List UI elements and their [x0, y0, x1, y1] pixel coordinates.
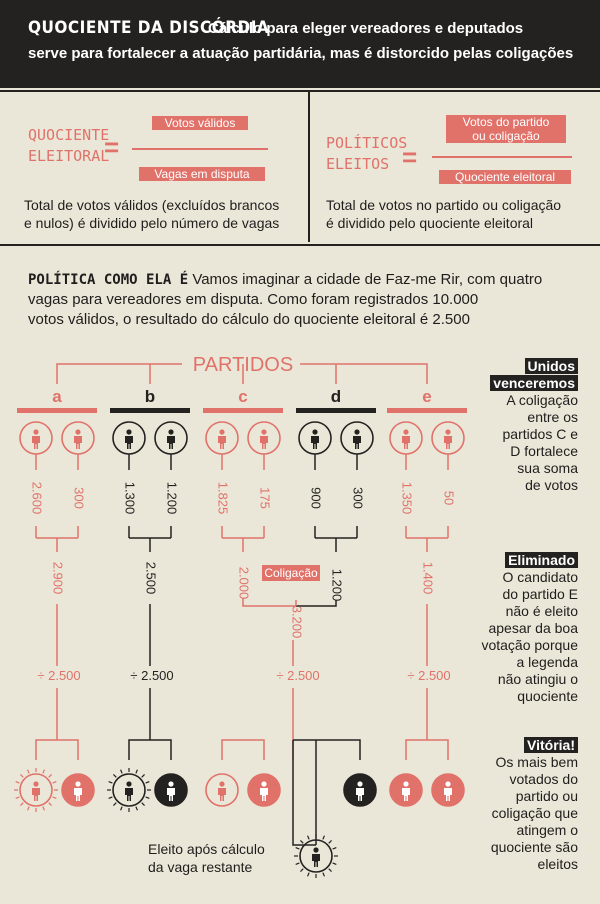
person-icon: [218, 781, 226, 801]
page-subtitle-line-1: Cálculo para eleger vereadores e deputados: [208, 20, 524, 37]
note-line-1: Total de votos no partido ou coligação: [326, 197, 562, 213]
burst-ray: [28, 807, 30, 811]
party-total-e: 1.400: [420, 561, 436, 595]
result-icon-e-1: [390, 774, 422, 806]
unidos-note-line: de votos: [525, 477, 578, 493]
candidate-icon-a-1: [20, 422, 52, 454]
eliminado-note-line: quociente: [517, 688, 578, 704]
burst-ray: [146, 797, 150, 799]
party-name-d: d: [330, 387, 342, 406]
label-line-1: POLÍTICOS: [326, 134, 408, 152]
candidate-icon-d-2: [341, 422, 373, 454]
result-branch-b: [129, 740, 171, 760]
eliminado-note-line: não é eleito: [505, 603, 578, 619]
candidate-votes-d-1: 900: [308, 487, 324, 509]
party-bar-c: [203, 408, 283, 413]
burst-ray: [121, 770, 123, 774]
party-bar-a: [17, 408, 97, 413]
vitoria-note-line: coligação que: [491, 805, 578, 821]
burst-ray: [49, 774, 52, 777]
candidate-votes-b-1: 1.300: [122, 481, 138, 515]
label-line-2: ELEITOS: [326, 155, 390, 173]
person-icon: [125, 781, 133, 801]
burst-ray: [296, 863, 300, 865]
eliminado-note-line: apesar da boa: [488, 620, 578, 636]
candidate-icon-e-2: [432, 422, 464, 454]
person-icon: [353, 429, 361, 449]
eliminado-tag: Eliminado: [505, 552, 578, 568]
party-total-b: 2.500: [143, 561, 159, 595]
burst-ray: [109, 797, 113, 799]
burst-ray: [20, 774, 23, 777]
remaining-note-line-1: Eleito após cálculo: [148, 841, 265, 857]
formula-left-note: [24, 196, 279, 232]
divisor-b: ÷ 2.500: [130, 668, 174, 683]
note-line-2: e nulos) é dividido pelo número de vagas: [24, 215, 280, 231]
unidos-tag-1: Unidos: [525, 358, 578, 374]
burst-ray: [53, 797, 57, 799]
unidos-note-line: A coligação: [506, 392, 578, 408]
burst-ray: [329, 840, 332, 843]
candidate-icon-a-2: [62, 422, 94, 454]
burst-ray: [333, 863, 337, 865]
result-branch-coalition: [222, 740, 264, 760]
unidos-tag-2: venceremos: [490, 375, 578, 391]
person-icon: [74, 429, 82, 449]
divisor-e: ÷ 2.500: [407, 668, 451, 683]
person-icon: [125, 429, 133, 449]
person-icon: [32, 781, 40, 801]
candidate-votes-d-2: 300: [350, 487, 366, 509]
intro-line-3: votos válidos, o resultado do cálculo do quociente eleitoral é 2.500: [28, 311, 470, 328]
result-icon-b-2: [155, 774, 187, 806]
candidate-votes-e-1: 1.350: [399, 481, 415, 515]
party-total-d: 1.200: [329, 568, 345, 602]
party-name-a: a: [52, 387, 62, 406]
denominator-vagas: Vagas em disputa: [139, 167, 265, 181]
quociente-eleitoral-label: [28, 125, 109, 167]
party-name-c: c: [238, 387, 248, 406]
label-line-2: ELEITORAL: [28, 147, 110, 165]
partidos-label: PARTIDOS: [192, 354, 294, 376]
numerator-line-1: Votos do partido: [462, 115, 550, 129]
candidate-icon-c-1: [206, 422, 238, 454]
burst-ray: [16, 797, 20, 799]
person-icon: [32, 429, 40, 449]
candidate-icon-e-1: [390, 422, 422, 454]
burst-ray: [329, 869, 332, 872]
burst-ray: [300, 840, 303, 843]
eliminado-note-line: votação porque: [481, 637, 578, 653]
denominator-quociente: Quociente eleitoral: [439, 170, 571, 184]
person-icon: [402, 429, 410, 449]
eliminado-note-line: do partido E: [502, 586, 578, 602]
candidate-votes-a-1: 2.600: [29, 481, 45, 515]
candidate-votes-c-1: 1.825: [215, 481, 231, 515]
party-total-a: 2.900: [50, 561, 66, 595]
note-line-2: é dividido pelo quociente eleitoral: [326, 215, 534, 231]
person-icon: [444, 429, 452, 449]
burst-ray: [323, 836, 325, 840]
person-icon: [312, 847, 320, 867]
remaining-note-line-2: da vaga restante: [148, 859, 253, 875]
vitoria-tag: Vitória!: [524, 737, 578, 753]
party-name-b: b: [144, 387, 156, 406]
burst-ray: [113, 774, 116, 777]
fraction-line: [432, 156, 572, 158]
party-total-c: 2.000: [236, 566, 252, 600]
result-icon-c-2: [248, 774, 280, 806]
eliminado-note: [478, 552, 578, 705]
vitoria-note-line: partido ou: [515, 788, 578, 804]
burst-ray: [28, 770, 30, 774]
candidate-votes-c-2: 175: [257, 487, 273, 509]
divisor-a: ÷ 2.500: [37, 668, 81, 683]
candidate-icon-b-1: [113, 422, 145, 454]
person-icon: [218, 429, 226, 449]
vitoria-note-line: eleitos: [537, 856, 578, 872]
burst-ray: [323, 873, 325, 877]
result-icon-a-1: [14, 768, 58, 812]
burst-ray: [300, 869, 303, 872]
candidate-icon-b-2: [155, 422, 187, 454]
coalition-divisor: ÷ 2.500: [276, 668, 320, 683]
candidate-votes-b-2: 1.200: [164, 481, 180, 515]
burst-ray: [20, 803, 23, 806]
result-icon-d-1: [344, 774, 376, 806]
burst-ray: [16, 782, 20, 784]
candidate-icon-d-1: [299, 422, 331, 454]
formula-right-note: [326, 196, 561, 232]
intro-heading: POLÍTICA COMO ELA É: [28, 272, 189, 288]
eliminado-note-line: não atingiu o: [497, 671, 578, 687]
unidos-note-line: entre os: [527, 409, 578, 425]
vitoria-note-line: quociente são: [490, 839, 578, 855]
result-branch-a: [36, 740, 78, 760]
burst-ray: [136, 770, 138, 774]
burst-ray: [53, 782, 57, 784]
eliminado-note-line: O candidato: [502, 569, 578, 585]
vitoria-note-line: atingem o: [516, 822, 578, 838]
fraction-line: [132, 148, 268, 150]
numerator-votos-partido: [446, 115, 566, 143]
vitoria-note-line: Os mais bem: [495, 754, 578, 770]
burst-ray: [308, 836, 310, 840]
intro-paragraph: [28, 270, 542, 330]
politicos-eleitos-label: [326, 133, 407, 175]
person-icon: [260, 429, 268, 449]
eliminado-note-line: a legenda: [516, 654, 578, 670]
remaining-seat-line: [293, 740, 316, 845]
numerator-line-2: ou coligação: [472, 129, 540, 143]
party-bar-b: [110, 408, 190, 413]
burst-ray: [136, 807, 138, 811]
candidate-icon-c-2: [248, 422, 280, 454]
page-subtitle-line-2: serve para fortalecer a atuação partidária, mas é distorcido pelas coligações: [28, 45, 574, 62]
numerator-votos-validos: Votos válidos: [152, 116, 248, 130]
result-branch-coalition: [293, 740, 360, 760]
burst-ray: [49, 803, 52, 806]
burst-ray: [308, 873, 310, 877]
party-bar-d: [296, 408, 376, 413]
result-icon-e-2: [432, 774, 464, 806]
unidos-note-line: partidos C e: [502, 426, 578, 442]
result-branch-e: [406, 740, 448, 760]
header-banner: [0, 0, 600, 88]
person-icon: [311, 429, 319, 449]
result-icon-a-2: [62, 774, 94, 806]
note-line-1: Total de votos válidos (excluídos brancos: [24, 197, 280, 213]
burst-ray: [146, 782, 150, 784]
burst-ray: [43, 807, 45, 811]
result-icon-c-1: [206, 774, 238, 806]
intro-line-2: vagas para vereadores em disputa. Como foram registrados 10.000: [28, 291, 479, 308]
party-bar-e: [387, 408, 467, 413]
burst-ray: [121, 807, 123, 811]
result-icon-b-1: [107, 768, 151, 812]
equals-sign: =: [104, 132, 120, 162]
burst-ray: [109, 782, 113, 784]
intro-line-1: Vamos imaginar a cidade de Faz-me Rir, com quatro: [192, 271, 543, 288]
unidos-note-line: sua soma: [517, 460, 578, 476]
label-line-1: QUOCIENTE: [28, 126, 110, 144]
candidate-votes-a-2: 300: [71, 487, 87, 509]
equals-sign: =: [402, 142, 418, 172]
burst-ray: [43, 770, 45, 774]
burst-ray: [113, 803, 116, 806]
coligacao-label: Coligação: [264, 566, 318, 580]
burst-ray: [296, 848, 300, 850]
burst-ray: [142, 803, 145, 806]
page-title: QUOCIENTE DA DISCÓRDIA: [28, 18, 270, 38]
party-name-e: e: [422, 387, 432, 406]
candidate-votes-e-2: 50: [441, 490, 457, 506]
person-icon: [167, 429, 175, 449]
vitoria-note: [478, 737, 578, 873]
vitoria-note-line: votados do: [509, 771, 578, 787]
coalition-total: 3.200: [289, 605, 305, 639]
unidos-note: [486, 358, 578, 494]
burst-ray: [333, 848, 337, 850]
burst-ray: [142, 774, 145, 777]
unidos-note-line: D fortalece: [510, 443, 578, 459]
section-divider: [308, 92, 310, 242]
